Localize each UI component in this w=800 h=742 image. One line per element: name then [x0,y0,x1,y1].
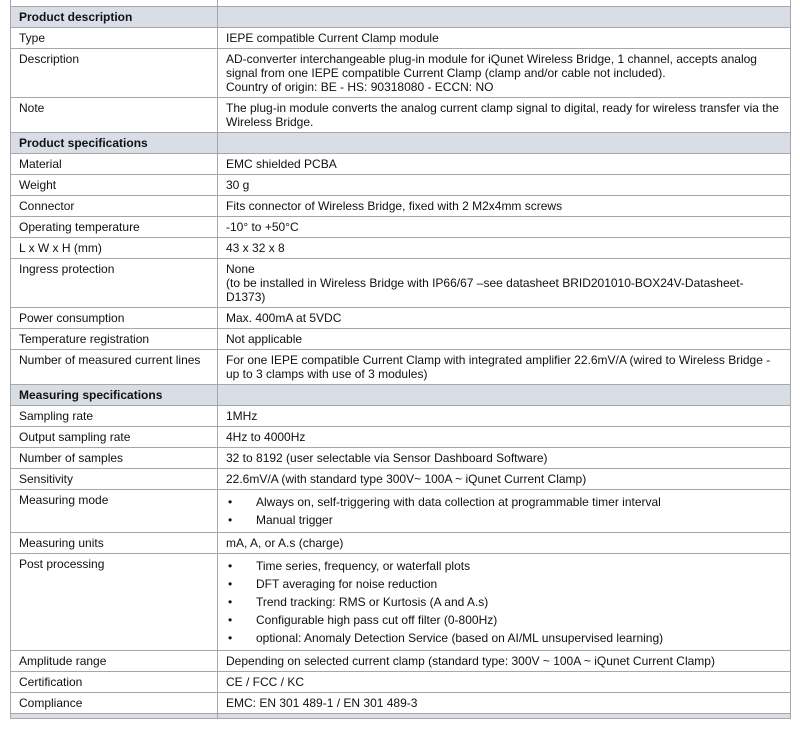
spec-row [11,672,791,693]
spec-value [218,448,791,469]
spec-value-line: Not applicable [226,332,303,346]
section-header [11,7,791,28]
spec-label: Ingress protection [11,259,218,308]
spec-row [11,533,791,554]
section-header-blank [218,7,791,28]
spec-value-line: EMC shielded PCBA [226,157,337,171]
spec-value-line: 30 g [226,178,250,192]
spec-value [218,693,791,714]
bullet-item: • Trend tracking: RMS or Kurtosis (A and A.s) [226,593,782,611]
spec-value [218,469,791,490]
spec-row [11,490,791,533]
next-section-stub [11,714,791,719]
spec-label: Number of measured current lines [11,350,218,385]
spec-value-line: AD-converter interchangeable plug-in module for iQunet Wireless Bridge, 1 channel, accepts analog [226,52,757,66]
spec-label: Number of samples [11,448,218,469]
spec-value-line: 1MHz [226,409,258,423]
section-header-blank [218,133,791,154]
spec-value-line: Max. 400mA at 5VDC [226,311,342,325]
spec-value [218,490,791,533]
spec-value [218,196,791,217]
spec-value-line: EMC: EN 301 489-1 / EN 301 489-3 [226,696,418,710]
spec-value [218,259,791,308]
spec-table [10,6,791,719]
spec-value [218,238,791,259]
spec-value [218,175,791,196]
spec-row [11,98,791,133]
bullet-item: • DFT averaging for noise reduction [226,575,782,593]
bullet-item: • Always on, self-triggering with data collection at programmable timer interval [226,493,782,511]
spec-value [218,217,791,238]
spec-value-line: mA, A, or A.s (charge) [226,536,344,550]
spec-label: Measuring units [11,533,218,554]
spec-row [11,554,791,651]
spec-label: Weight [11,175,218,196]
spec-row [11,448,791,469]
spec-row [11,651,791,672]
spec-value-line: For one IEPE compatible Current Clamp with integrated amplifier 22.6mV/A (wired to Wireless Bridge - [226,353,771,367]
spec-value [218,554,791,651]
bullet-item: • Configurable high pass cut off filter (0-800Hz) [226,611,782,629]
spec-value-line: up to 3 clamps with use of 3 modules) [226,367,428,381]
spec-label: L x W x H (mm) [11,238,218,259]
spec-value-line: -10° to +50°C [226,220,299,234]
spec-row [11,259,791,308]
spec-value-line: None [226,262,255,276]
spec-value-line: Wireless Bridge. [226,115,314,129]
spec-value-line: IEPE compatible Current Clamp module [226,31,439,45]
spec-value-line: 4Hz to 4000Hz [226,430,306,444]
spec-row [11,427,791,448]
spec-row [11,469,791,490]
section-header-blank [218,385,791,406]
spec-label: Sensitivity [11,469,218,490]
spec-value [218,533,791,554]
spec-value-line: (to be installed in Wireless Bridge with IP66/67 –see datasheet BRID201010-BOX24V-Datasheet-D1373) [226,276,744,304]
bullet-list [226,557,782,647]
spec-row [11,238,791,259]
spec-label: Type [11,28,218,49]
bullet-item: • optional: Anomaly Detection Service (based on AI/ML unsupervised learning) [226,629,782,647]
spec-row [11,329,791,350]
spec-label: Connector [11,196,218,217]
section-title: Product description [11,7,218,28]
spec-label: Material [11,154,218,175]
spec-label: Certification [11,672,218,693]
spec-value [218,98,791,133]
bullet-item: • Manual trigger [226,511,782,529]
spec-label: Output sampling rate [11,427,218,448]
spec-label: Sampling rate [11,406,218,427]
section-header [11,385,791,406]
spec-value-line: The plug-in module converts the analog current clamp signal to digital, ready for wireless transfer via the [226,101,779,115]
spec-label: Compliance [11,693,218,714]
spec-value [218,308,791,329]
spec-label: Operating temperature [11,217,218,238]
spec-value-line: 43 x 32 x 8 [226,241,285,255]
spec-value [218,672,791,693]
section-title: Product specifications [11,133,218,154]
spec-row [11,693,791,714]
spec-label: Temperature registration [11,329,218,350]
spec-value-line: signal from one IEPE compatible Current Clamp (clamp and/or cable not included). [226,66,666,80]
spec-value [218,406,791,427]
spec-label: Post processing [11,554,218,651]
spec-row [11,406,791,427]
spec-value [218,350,791,385]
spec-value [218,154,791,175]
spec-row [11,175,791,196]
spec-value-line: CE / FCC / KC [226,675,305,689]
spec-label: Amplitude range [11,651,218,672]
stub-cell [11,714,218,719]
spec-value-line: Fits connector of Wireless Bridge, fixed with 2 M2x4mm screws [226,199,563,213]
spec-row [11,154,791,175]
spec-value [218,28,791,49]
spec-label: Power consumption [11,308,218,329]
section-header [11,133,791,154]
bullet-list [226,493,782,529]
spec-row [11,350,791,385]
spec-value-line: Country of origin: BE - HS: 90318080 - ECCN: NO [226,80,494,94]
spec-value [218,329,791,350]
bullet-item: • Time series, frequency, or waterfall plots [226,557,782,575]
spec-value-line: 22.6mV/A (with standard type 300V~ 100A ~ iQunet Current Clamp) [226,472,587,486]
spec-row [11,217,791,238]
spec-value [218,651,791,672]
spec-row [11,49,791,98]
spec-label: Measuring mode [11,490,218,533]
spec-label: Note [11,98,218,133]
section-title: Measuring specifications [11,385,218,406]
stub-cell [218,714,791,719]
spec-value-line: Depending on selected current clamp (standard type: 300V ~ 100A ~ iQunet Current Clamp) [226,654,715,668]
spec-row [11,196,791,217]
spec-value [218,49,791,98]
spec-value-line: 32 to 8192 (user selectable via Sensor Dashboard Software) [226,451,548,465]
spec-value [218,427,791,448]
spec-row [11,308,791,329]
spec-row [11,28,791,49]
spec-label: Description [11,49,218,98]
